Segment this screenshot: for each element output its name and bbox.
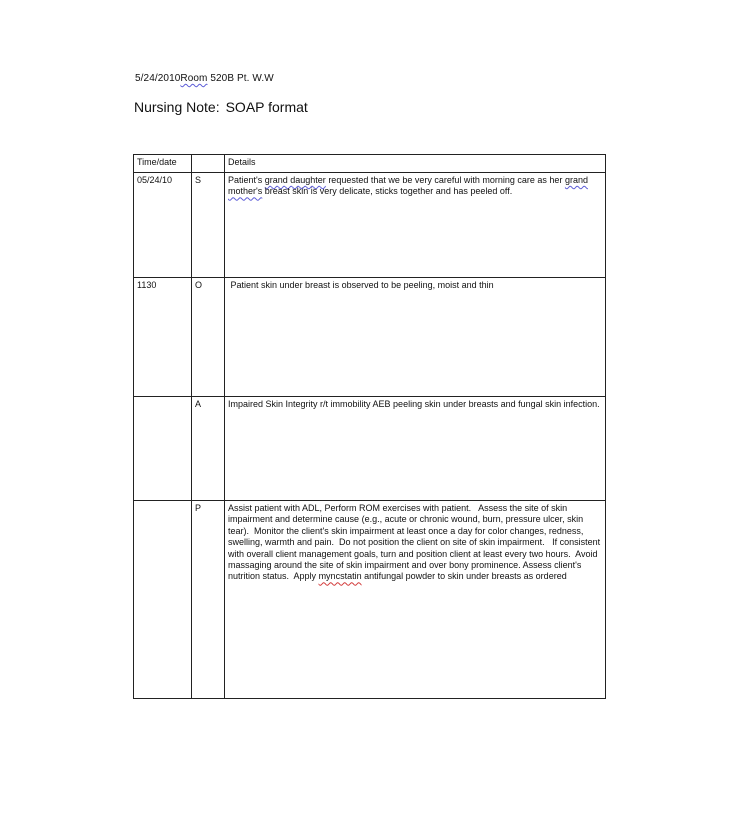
column-header-details: Details <box>225 155 606 173</box>
note-room-patient: 520B Pt. W.W <box>210 73 274 84</box>
column-header-time: Time/date <box>134 155 192 173</box>
note-header <box>135 73 274 84</box>
details-text: requested that we be very careful with morning care as her <box>325 175 565 185</box>
row-details <box>225 173 606 278</box>
row-code: S <box>192 173 225 278</box>
row-details <box>225 501 606 699</box>
page-title <box>134 99 308 115</box>
row-time: 05/24/10 <box>134 173 192 278</box>
details-flagged-word: grand daughter <box>264 175 326 185</box>
details-text: Patient's <box>228 175 265 185</box>
row-code: O <box>192 278 225 397</box>
note-date: 5/24/2010 <box>135 73 181 84</box>
row-code: A <box>192 397 225 501</box>
column-header-code <box>192 155 225 173</box>
details-flagged-word: myncstatin <box>318 571 362 582</box>
row-details: Impaired Skin Integrity r/t immobility AEB peeling skin under breasts and fungal skin infection. <box>225 397 606 501</box>
row-time <box>134 397 192 501</box>
table-row-plan <box>134 501 606 699</box>
table-row-subjective <box>134 173 606 278</box>
note-room-label: Room <box>180 73 208 84</box>
row-time <box>134 501 192 699</box>
table-header-row <box>134 155 606 173</box>
table-row-assessment <box>134 397 606 501</box>
page-title-left: Nursing Note: <box>134 99 220 115</box>
row-time: 1130 <box>134 278 192 397</box>
details-text: Assist patient with ADL, Perform ROM exercises with patient. Assess the site of skin impairment and determine cause (e.g., acute or chronic wound, burn, pressure ulcer, skin tear). Monitor the client's skin impairment at least once a day for color changes, redness, swelling, warmth and pain. Do not position the client on site of skin impairment. If consistent with overall client management goals, turn and position client at least every two hours. Avoid massaging around the site of skin impairment and over bony prominence. Assess client's nutrition status. Apply <box>228 503 603 582</box>
row-details: Patient skin under breast is observed to be peeling, moist and thin <box>225 278 606 397</box>
table-row-objective <box>134 278 606 397</box>
soap-table <box>133 154 606 699</box>
details-text: breast skin is very delicate, sticks together and has peeled off. <box>262 186 513 197</box>
page-title-right: SOAP format <box>225 99 308 115</box>
details-flagged-word: grand mother's <box>228 175 588 197</box>
row-code: P <box>192 501 225 699</box>
details-text: antifungal powder to skin under breasts as ordered <box>361 571 567 582</box>
